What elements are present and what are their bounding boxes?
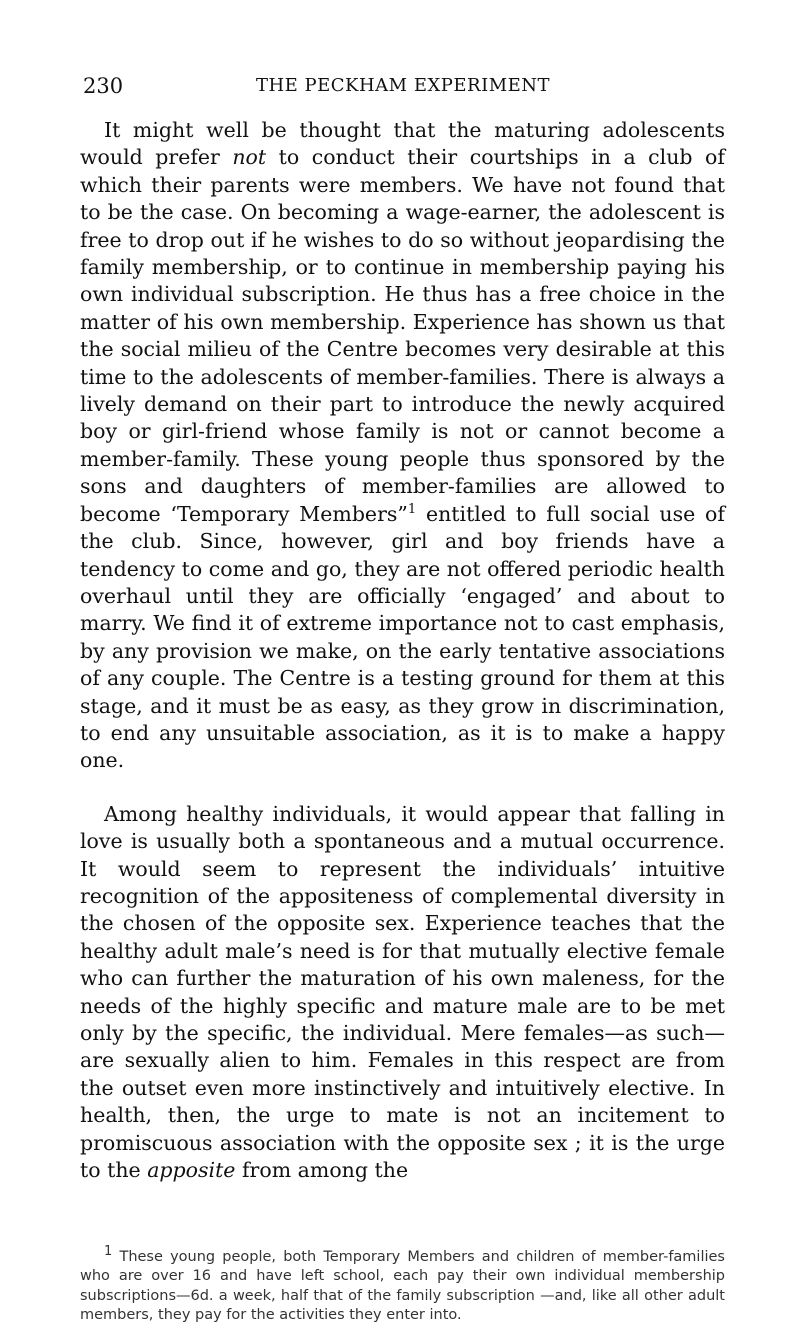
page-header [83, 74, 723, 104]
footnote [80, 1244, 725, 1325]
footnote-reference: 1 [407, 501, 417, 517]
page-number: 230 [83, 74, 124, 98]
paragraph-1-text-c: to conduct their courtships in a club of which their parents were members. We have not found that to be the case. On becoming a wage-earner, the adolescent is free to drop out if he wishes to do so without jeopardising the family membership, or to continue in membership paying his own individual subscription. He thus has a free choice in the matter of his own membership. Experience has shown us that the social milieu of the Centre becomes very desirable at this time to the adolescents of member-families. There is always a lively demand on their part to introduce the newly acquired boy or girl-friend whose family is not or cannot become a member-family. These young people thus sponsored by the sons and daughters of member-families are allowed to become ‘Temporary Members” [80, 145, 725, 526]
paragraph-2-text-a: Among healthy individuals, it would appear that falling in love is usually both a spontaneous and a mutual occurrence. It would seem to represent the individuals’ intuitive recognition of the appositeness of complemental diversity in the chosen of the opposite sex. Experience teaches that the healthy adult male’s need is for that mutually elective female who can further the maturation of his own maleness, for the needs of the highly specific and mature male are to be met only by the specific, the individual. Mere females—as such—are sexually alien to him. Females in this respect are from the outset even more instinctively and intuitively elective. In health, then, the urge to mate is not an incitement to promiscuous association with the opposite sex ; it is the urge to the [80, 801, 725, 1183]
emphasis-not: not [232, 145, 267, 170]
body-text [80, 117, 725, 1184]
paragraph-1-text-d: entitled to full social use of the club. Since, however, girl and boy friends have a tendency to come and go, they are not offered periodic health overhaul until they are officially ‘engaged’ and about to marry. We find it of extreme importance not to cast emphasis, by any provision we make, on the early tentative associations of any couple. The Centre is a testing ground for them at this stage, and it must be as easy, as they grow in discrimination, to end any unsuitable association, as it is to make a happy one. [80, 501, 725, 773]
running-head: THE PECKHAM EXPERIMENT [255, 75, 551, 96]
paragraph-1-text-a: It might well be thought that the maturing adolescents would prefer [80, 118, 725, 170]
footnote-text: These young people, both Temporary Members and children of member-families who are over 16 and have left school, each pay their own individual membership subscriptions—6d. a week, half that of the family subscription —and, like all other adult members, they pay for the activities they enter into. [80, 1249, 725, 1323]
footnote-marker: 1 [104, 1244, 113, 1260]
paragraph-2-text-c: from among the [235, 1158, 409, 1183]
paragraph-2 [80, 801, 725, 1185]
emphasis-apposite: apposite [147, 1158, 236, 1183]
paragraph-1 [80, 117, 725, 775]
